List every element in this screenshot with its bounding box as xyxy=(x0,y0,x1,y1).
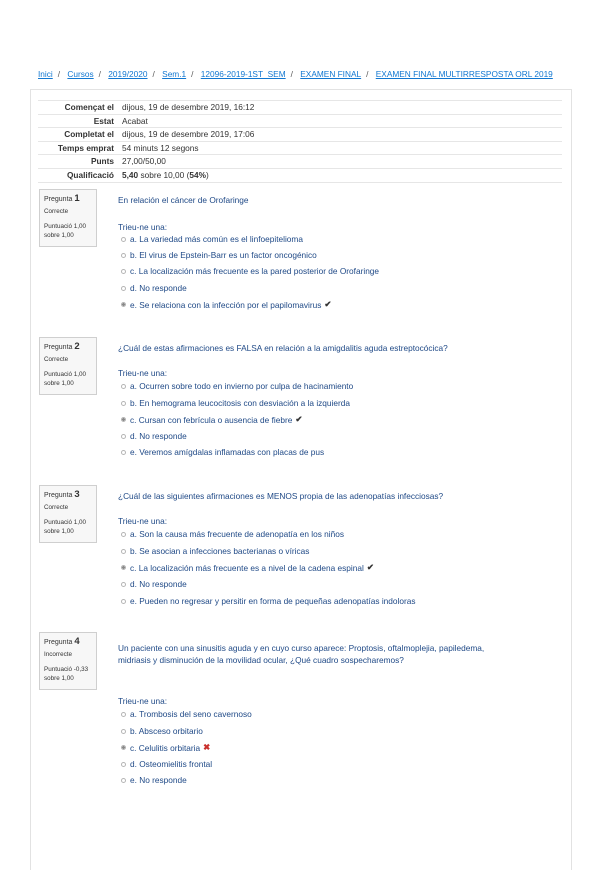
breadcrumb-link-quiz[interactable]: EXAMEN FINAL MULTIRRESPOSTA ORL 2019 xyxy=(375,69,553,79)
answer-option-3a[interactable] xyxy=(121,529,344,539)
summary-value: dijous, 19 de desembre 2019, 16:12 xyxy=(118,101,562,115)
answer-option-4d[interactable] xyxy=(121,759,212,769)
answer-label: b. Se asocian a infecciones bacterianas o víricas xyxy=(130,546,310,556)
answer-label: b. Absceso orbitario xyxy=(130,726,203,736)
grade-percent: 54% xyxy=(189,169,206,180)
radio-button[interactable] xyxy=(121,269,126,274)
answer-label: d. No responde xyxy=(130,579,187,589)
answer-label: d. No responde xyxy=(130,283,187,293)
summary-value: Acabat xyxy=(118,114,562,128)
answer-label: e. No responde xyxy=(130,775,187,785)
question-label: Pregunta xyxy=(44,196,73,203)
summary-row-marks xyxy=(38,155,562,169)
summary-label: Completat el xyxy=(38,128,118,142)
breadcrumb-link-course[interactable]: 12096-2019-1ST_SEM xyxy=(200,69,286,79)
radio-button[interactable] xyxy=(121,253,126,258)
radio-button[interactable] xyxy=(121,778,126,783)
answer-label: c. Celulitis orbitaria xyxy=(130,742,201,753)
radio-button[interactable] xyxy=(121,532,126,537)
radio-button[interactable] xyxy=(121,237,126,242)
summary-row-grade xyxy=(38,168,562,182)
radio-button-selected[interactable] xyxy=(121,302,126,307)
radio-button[interactable] xyxy=(121,401,126,406)
answer-option-1b[interactable] xyxy=(121,250,317,260)
summary-value: 27,00/50,00 xyxy=(118,155,562,169)
question-info-2 xyxy=(39,337,97,395)
question-text-2: ¿Cuál de estas afirmaciones es FALSA en relación a la amigdalitis aguda estreptocócica? xyxy=(118,343,448,353)
summary-row-state xyxy=(38,114,562,128)
answer-option-3c[interactable] xyxy=(121,562,374,573)
answer-option-3d[interactable] xyxy=(121,579,187,589)
summary-value: 54 minuts 12 segons xyxy=(118,141,562,155)
answer-option-1c[interactable] xyxy=(121,266,379,276)
answer-option-4a[interactable] xyxy=(121,709,252,719)
summary-label: Estat xyxy=(38,114,118,128)
radio-button[interactable] xyxy=(121,450,126,455)
breadcrumb-link-semester[interactable]: Sem.1 xyxy=(162,69,187,79)
question-label: Pregunta xyxy=(44,639,73,646)
question-text-4: Un paciente con una sinusitis aguda y en cuyo curso aparece: Proptosis, oftalmoplejia, papiledema, midriasis y disminución de la movilidad ocular, ¿Qué cuadro sospecharemos? xyxy=(118,643,485,665)
answer-label: a. La variedad más común es el linfoepitelioma xyxy=(130,234,303,244)
question-info-3 xyxy=(39,485,97,543)
answer-option-1e[interactable] xyxy=(121,299,332,310)
summary-value: dijous, 19 de desembre 2019, 17:06 xyxy=(118,128,562,142)
question-max: sobre 1,00 xyxy=(44,528,74,535)
answer-label: a. Ocurren sobre todo en invierno por culpa de hacinamiento xyxy=(130,381,354,391)
question-state: Correcte xyxy=(44,208,69,215)
answer-label: e. Pueden no regresar y persitir en forma de pequeñas adenopatías indoloras xyxy=(130,596,416,606)
summary-label: Començat el xyxy=(38,101,118,115)
answer-option-3e[interactable] xyxy=(121,596,416,606)
question-max: sobre 1,00 xyxy=(44,380,74,387)
check-icon: ✔ xyxy=(295,414,303,424)
question-grade: Puntuació 1,00 xyxy=(44,371,87,378)
summary-row-time xyxy=(38,141,562,155)
question-text-1: En relación el cáncer de Orofaringe xyxy=(118,195,249,205)
breadcrumb-link-cursos[interactable]: Cursos xyxy=(67,69,94,79)
answer-label: d. Osteomielitis frontal xyxy=(130,759,213,769)
question-state: Correcte xyxy=(44,504,69,511)
question-grade: Puntuació 1,00 xyxy=(44,519,87,526)
answer-label: c. La localización más frecuente es a nivel de la cadena espinal xyxy=(130,562,364,573)
question-grade: Puntuació -0,33 xyxy=(44,666,89,673)
question-info-4 xyxy=(39,632,97,690)
radio-button[interactable] xyxy=(121,599,126,604)
radio-button[interactable] xyxy=(121,712,126,717)
summary-label: Qualificació xyxy=(38,168,118,182)
grade-out-of: sobre 10,00 ( xyxy=(138,169,190,180)
grade-value: 5,40 xyxy=(122,169,139,180)
radio-button[interactable] xyxy=(121,434,126,439)
question-grade: Puntuació 1,00 xyxy=(44,223,87,230)
question-state: Incorrecte xyxy=(44,651,72,658)
grade-close: ) xyxy=(205,169,209,180)
answer-label: d. No responde xyxy=(130,431,187,441)
question-label: Pregunta xyxy=(44,344,73,351)
question-number: 1 xyxy=(74,193,80,204)
question-number: 3 xyxy=(74,489,80,500)
answer-prompt: Trieu-ne una: xyxy=(118,368,168,378)
answer-label: b. En hemograma leucocitosis con desviación a la izquierda xyxy=(130,398,350,408)
answer-option-2d[interactable] xyxy=(121,431,187,441)
answer-option-4b[interactable] xyxy=(121,726,203,736)
question-info-1 xyxy=(39,189,97,247)
radio-button[interactable] xyxy=(121,286,126,291)
answer-label: e. Veremos amígdalas inflamadas con placas de pus xyxy=(130,447,325,457)
radio-button[interactable] xyxy=(121,729,126,734)
question-number: 2 xyxy=(74,341,80,352)
question-max: sobre 1,00 xyxy=(44,675,74,682)
answer-label: c. La localización más frecuente es la pared posterior de Orofaringe xyxy=(130,266,380,276)
question-state: Correcte xyxy=(44,356,69,363)
radio-button-selected[interactable] xyxy=(121,565,126,570)
answer-option-4e[interactable] xyxy=(121,775,187,785)
answer-label: b. El virus de Epstein-Barr es un factor oncogénico xyxy=(130,250,317,260)
breadcrumb-link-section[interactable]: EXAMEN FINAL xyxy=(300,69,362,79)
radio-button[interactable] xyxy=(121,384,126,389)
check-icon: ✔ xyxy=(366,562,374,572)
answer-prompt: Trieu-ne una: xyxy=(118,696,168,706)
answer-label: c. Cursan con febrícula o ausencia de fiebre xyxy=(130,414,293,425)
summary-label: Temps emprat xyxy=(38,141,118,155)
answer-option-2b[interactable] xyxy=(121,398,350,408)
answer-option-2a[interactable] xyxy=(121,381,353,391)
radio-button-selected[interactable] xyxy=(121,745,126,750)
answer-prompt: Trieu-ne una: xyxy=(118,222,168,232)
answer-option-1a[interactable] xyxy=(121,234,303,244)
answer-option-3b[interactable] xyxy=(121,546,309,556)
radio-button[interactable] xyxy=(121,549,126,554)
question-text-3: ¿Cuál de las siguientes afirmaciones es MENOS propia de las adenopatías infecciosas? xyxy=(118,491,444,501)
check-icon: ✔ xyxy=(324,299,332,309)
attempt-summary-table xyxy=(38,100,562,183)
question-max: sobre 1,00 xyxy=(44,232,74,239)
summary-value-grade xyxy=(118,168,562,182)
breadcrumb-link-year[interactable]: 2019/2020 xyxy=(108,69,148,79)
summary-label: Punts xyxy=(38,155,118,169)
answer-label: e. Se relaciona con la infección por el papilomavirus xyxy=(130,299,322,310)
summary-row-completed xyxy=(38,128,562,142)
answer-option-4c[interactable] xyxy=(121,742,210,753)
question-number: 4 xyxy=(74,636,80,647)
question-label: Pregunta xyxy=(44,492,73,499)
answer-label: a. Son la causa más frecuente de adenopatía en los niños xyxy=(130,529,345,539)
answer-option-2e[interactable] xyxy=(121,447,324,457)
cross-icon: ✖ xyxy=(203,742,211,752)
answer-option-1d[interactable] xyxy=(121,283,187,293)
radio-button[interactable] xyxy=(121,582,126,587)
summary-row-started xyxy=(38,101,562,115)
radio-button[interactable] xyxy=(121,762,126,767)
answer-label: a. Trombosis del seno cavernoso xyxy=(130,709,252,719)
answer-option-2c[interactable] xyxy=(121,414,302,425)
breadcrumb: Inici / Cursos / 2019/2020 / Sem.1 / 12096-2019-1ST_SEM / EXAMEN FINAL / EXAMEN FINAL MULTIRRESPOSTA ORL 2019 xyxy=(38,69,553,79)
breadcrumb-link-inici[interactable]: Inici xyxy=(38,69,53,79)
answer-prompt: Trieu-ne una: xyxy=(118,516,168,526)
radio-button-selected[interactable] xyxy=(121,417,126,422)
